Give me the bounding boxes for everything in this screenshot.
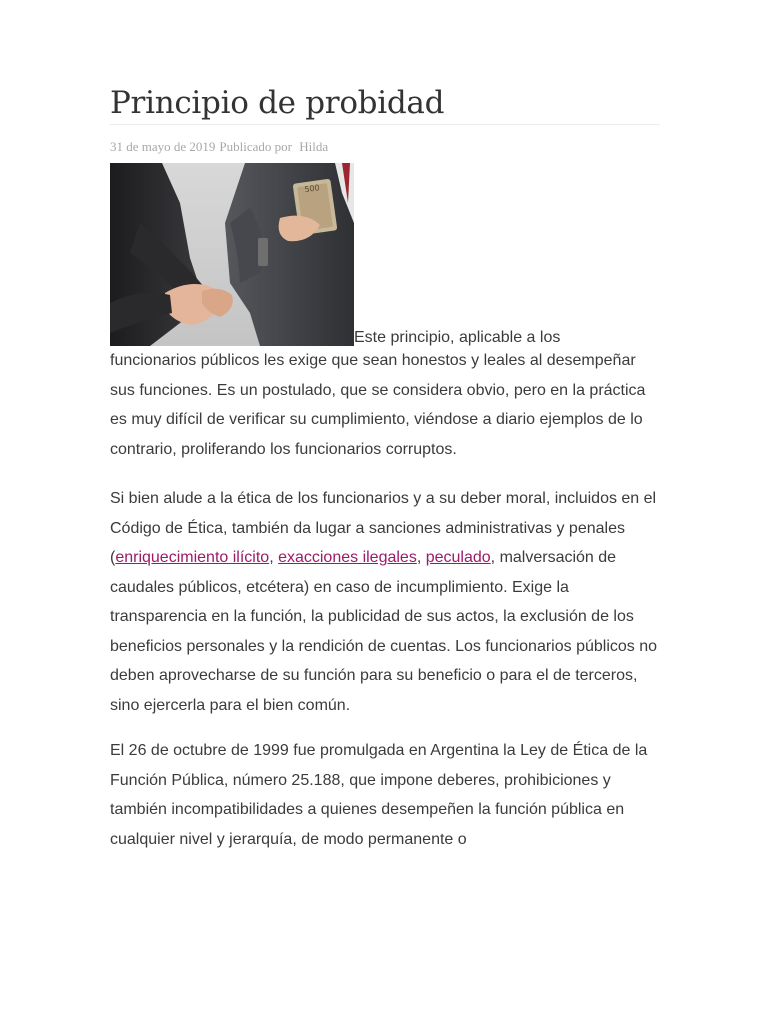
page-title: Principio de probidad <box>110 84 660 125</box>
link-enriquecimiento-ilicito[interactable]: enriquecimiento ilícito <box>115 549 270 566</box>
paragraph-2-text-a: Si bien alude a la ética de los funcionarios y a su deber moral, incluidos en el Código de Ética, también da lugar a sanciones administrativas y penales ( <box>110 490 657 566</box>
link-peculado[interactable]: peculado <box>425 549 491 566</box>
paragraph-1-first-line: Este principio, aplicable a los <box>354 328 561 346</box>
link-exacciones-ilegales[interactable]: exacciones ilegales <box>278 549 417 566</box>
handshake-bribe-photo <box>110 163 354 346</box>
paragraph-2-text-b: , malversación de caudales públicos, etcétera) en caso de incumplimiento. Exige la transparencia en la función, la publicidad de sus actos, la exclusión de los beneficios personales y la rendición de cuentas. Los funcionarios públicos no deben aprovecharse de su función para su beneficio o para el de terceros, sino ejercerla para el bien común. <box>110 549 658 714</box>
post-date[interactable]: 31 de mayo de 2019 <box>110 139 216 154</box>
post-author[interactable]: Hilda <box>299 139 329 154</box>
paragraph-1 <box>110 163 660 464</box>
published-by-label: Publicado por <box>219 139 292 154</box>
paragraph-2 <box>110 484 660 720</box>
paragraph-1-first-block <box>110 163 660 346</box>
paragraph-2-sep-2: , <box>416 549 426 566</box>
post-meta <box>110 139 660 155</box>
paragraph-1-rest: funcionarios públicos les exige que sean honestos y leales al desempeñar sus funciones. Es un postulado, que se considera obvio, pero en la práctica es muy difícil de verificar su cumplimiento, viéndose a diario ejemplos de lo contrario, proliferando los funcionarios corruptos. <box>110 352 646 458</box>
paragraph-3: El 26 de octubre de 1999 fue promulgada en Argentina la Ley de Ética de la Función Pública, número 25.188, que impone deberes, prohibiciones y también incompatibilidades a quienes desempeñen la función pública en cualquier nivel y jerarquía, de modo permanente o <box>110 742 648 848</box>
svg-text:500: 500 <box>303 183 321 195</box>
paragraph-2-sep-1: , <box>269 549 279 566</box>
article <box>110 84 660 854</box>
